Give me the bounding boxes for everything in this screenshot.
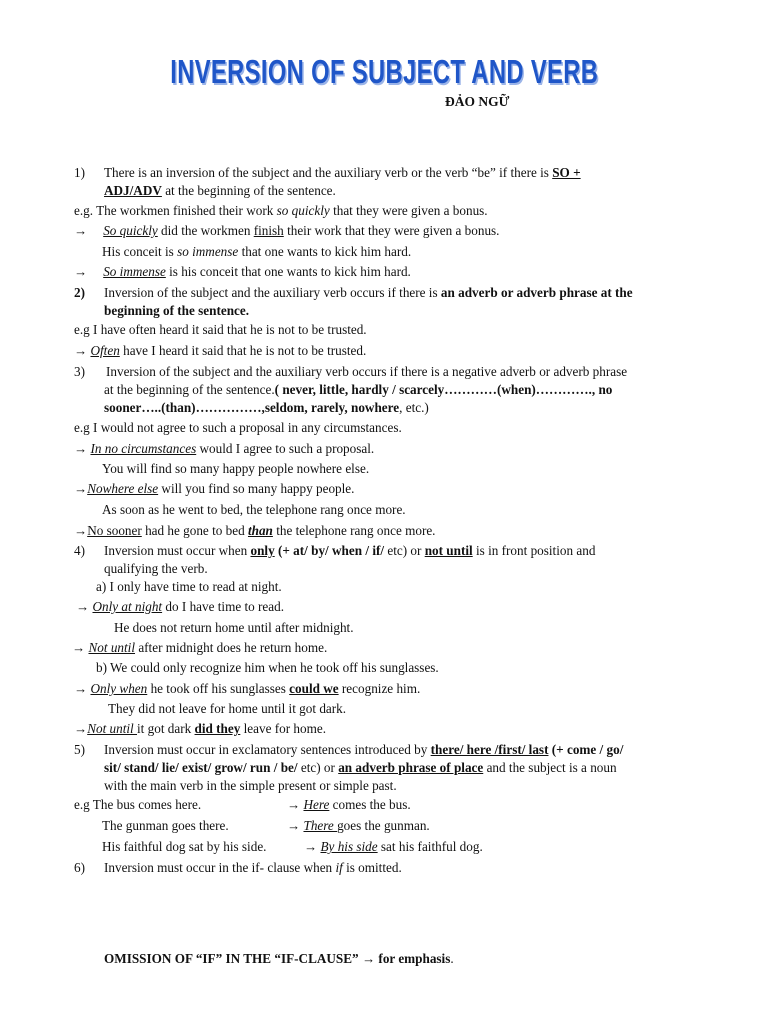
arrow-icon: → bbox=[76, 599, 90, 614]
rule-4-arrow-b2: →Not until it got dark did they leave for home. bbox=[74, 721, 327, 736]
arrow-icon: → bbox=[304, 839, 318, 854]
arrow-icon: → bbox=[74, 223, 88, 238]
arrow-icon: → bbox=[287, 818, 301, 833]
rule-2-example: e.g I have often heard it said that he is not to be trusted. bbox=[74, 322, 367, 337]
rule-2-number: 2) bbox=[74, 285, 85, 300]
rule-5-example-1: e.g The bus comes here. bbox=[74, 797, 202, 812]
rule-2-line-1: Inversion of the subject and the auxiliary verb occurs if there is an adverb or adverb phrase at the bbox=[104, 285, 633, 300]
page-title: INVERSION OF SUBJECT AND VERB bbox=[169, 53, 599, 90]
rule-1-number: 1) bbox=[74, 165, 85, 180]
rule-3-line-2: at the beginning of the sentence.( never, little, hardly / scarcely…………(when)…………., no bbox=[104, 382, 613, 397]
rule-5-example-2: The gunman goes there. bbox=[102, 818, 229, 833]
rule-1-example-2: His conceit is so immense that one wants to kick him hard. bbox=[102, 244, 412, 259]
rule-4-arrow-a2: → Not until after midnight does he return home. bbox=[72, 640, 328, 655]
rule-4-line-2: qualifying the verb. bbox=[104, 561, 208, 576]
page-subtitle: ĐẢO NGỮ bbox=[445, 94, 510, 109]
rule-4-item-a: a) I only have time to read at night. bbox=[96, 579, 282, 594]
rule-5-arrow-2: → There goes the gunman. bbox=[287, 818, 430, 833]
arrow-icon: → bbox=[74, 343, 88, 358]
rule-3-line-3: sooner…..(than)……………,seldom, rarely, nowhere, etc.) bbox=[104, 400, 429, 415]
rule-3-arrow-3: →No sooner had he gone to bed than the telephone rang once more. bbox=[74, 523, 436, 538]
rule-2-line-2: beginning of the sentence. bbox=[104, 303, 250, 318]
rule-6-line-1: Inversion must occur in the if- clause when if is omitted. bbox=[104, 860, 402, 875]
rule-1-arrow-1: → So quickly did the workmen finish their work that they were given a bonus. bbox=[74, 223, 500, 238]
rule-5-line-3: with the main verb in the simple present or simple past. bbox=[104, 778, 397, 793]
rule-2-arrow: → Often have I heard it said that he is not to be trusted. bbox=[74, 343, 367, 358]
arrow-icon: → bbox=[74, 481, 88, 496]
footer-heading: OMISSION OF “IF” IN THE “IF-CLAUSE” → for emphasis. bbox=[104, 951, 454, 966]
rule-5-arrow-1: → Here comes the bus. bbox=[287, 797, 411, 812]
arrow-icon: → bbox=[72, 640, 86, 655]
rule-3-arrow-2: →Nowhere else will you find so many happy people. bbox=[74, 481, 355, 496]
rule-4-line-1: Inversion must occur when only (+ at/ by/ when / if/ etc) or not until is in front position and bbox=[104, 543, 596, 558]
rule-5-line-2: sit/ stand/ lie/ exist/ grow/ run / be/ etc) or an adverb phrase of place and the subject is a noun bbox=[104, 760, 617, 775]
rule-4-item-a2: He does not return home until after midnight. bbox=[114, 620, 354, 635]
arrow-icon: → bbox=[74, 264, 88, 279]
arrow-icon: → bbox=[287, 797, 301, 812]
arrow-icon: → bbox=[358, 951, 379, 966]
rule-5-number: 5) bbox=[74, 742, 85, 757]
rule-1-example-1: e.g. The workmen finished their work so quickly that they were given a bonus. bbox=[74, 203, 488, 218]
rule-1-arrow-2: → So immense is his conceit that one wants to kick him hard. bbox=[74, 264, 411, 279]
rule-3-arrow-1: → In no circumstances would I agree to such a proposal. bbox=[74, 441, 375, 456]
rule-3-line-1: Inversion of the subject and the auxiliary verb occurs if there is a negative adverb or adverb phrase bbox=[106, 364, 628, 379]
rule-1-line-2: ADJ/ADV at the beginning of the sentence. bbox=[104, 183, 336, 198]
rule-4-item-b: b) We could only recognize him when he took off his sunglasses. bbox=[96, 660, 439, 675]
rule-4-item-b2: They did not leave for home until it got dark. bbox=[108, 701, 347, 716]
rule-5-line-1: Inversion must occur in exclamatory sentences introduced by there/ here /first/ last (+ come / go/ bbox=[104, 742, 624, 757]
arrow-icon: → bbox=[74, 681, 88, 696]
rule-5-arrow-3: → By his side sat his faithful dog. bbox=[304, 839, 483, 854]
arrow-icon: → bbox=[74, 721, 88, 736]
rule-3-example-3: As soon as he went to bed, the telephone rang once more. bbox=[102, 502, 406, 517]
arrow-icon: → bbox=[74, 523, 88, 538]
rule-4-number: 4) bbox=[74, 543, 85, 558]
rule-3-number: 3) bbox=[74, 364, 85, 379]
rule-3-example-1: e.g I would not agree to such a proposal in any circumstances. bbox=[74, 420, 402, 435]
rule-6-number: 6) bbox=[74, 860, 85, 875]
rule-4-arrow-a: → Only at night do I have time to read. bbox=[76, 599, 285, 614]
rule-3-example-2: You will find so many happy people nowhere else. bbox=[102, 461, 370, 476]
rule-1-line-1: There is an inversion of the subject and the auxiliary verb or the verb “be” if there is SO + bbox=[104, 165, 581, 180]
title-wrap bbox=[0, 54, 768, 90]
arrow-icon: → bbox=[74, 441, 88, 456]
rule-4-arrow-b: → Only when he took off his sunglasses could we recognize him. bbox=[74, 681, 421, 696]
rule-5-example-3: His faithful dog sat by his side. bbox=[102, 839, 267, 854]
